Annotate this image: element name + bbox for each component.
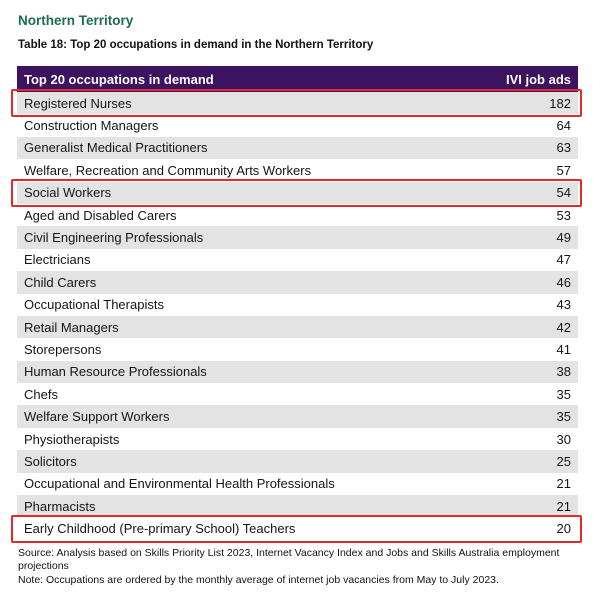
table-row: [17, 473, 578, 495]
table-row: [17, 92, 578, 114]
ivi-job-ads-cell: 35: [556, 409, 571, 425]
occupation-cell: Chefs: [24, 386, 58, 402]
occupation-cell: Registered Nurses: [24, 95, 132, 111]
ordering-note: Note: Occupations are ordered by the monthly average of internet job vacancies from May to July 2023.: [18, 574, 499, 586]
table-row: [17, 204, 578, 226]
occupation-cell: Retail Managers: [24, 319, 119, 335]
ivi-job-ads-cell: 46: [556, 274, 571, 290]
occupation-cell: Human Resource Professionals: [24, 364, 207, 380]
header-occupation: Top 20 occupations in demand: [24, 71, 214, 87]
occupation-cell: Storepersons: [24, 341, 102, 357]
ivi-job-ads-cell: 30: [556, 431, 571, 447]
table-row: [17, 249, 578, 271]
table-row: [17, 271, 578, 293]
table-row: [17, 405, 578, 427]
table-row: [17, 159, 578, 181]
section-title: Northern Territory: [18, 13, 134, 28]
table-row: [17, 114, 578, 136]
ivi-job-ads-cell: 64: [556, 118, 571, 134]
header-ivi-job-ads: IVI job ads: [505, 71, 571, 87]
table-caption: Table 18: Top 20 occupations in demand in the Northern Territory: [18, 39, 374, 51]
ivi-job-ads-cell: 20: [556, 521, 571, 537]
occupation-cell: Solicitors: [24, 453, 77, 469]
occupation-cell: Pharmacists: [24, 498, 96, 514]
occupation-cell: Civil Engineering Professionals: [24, 230, 204, 246]
occupation-cell: Construction Managers: [24, 118, 159, 134]
ivi-job-ads-cell: 21: [556, 476, 571, 492]
table-row: [17, 517, 578, 539]
ivi-job-ads-cell: 182: [549, 95, 571, 111]
occupation-cell: Early Childhood (Pre-primary School) Teachers: [24, 521, 296, 537]
occupation-cell: Social Workers: [24, 185, 112, 201]
table-body: [17, 92, 578, 540]
ivi-job-ads-cell: 49: [556, 230, 571, 246]
occupation-cell: Generalist Medical Practitioners: [24, 140, 208, 156]
ivi-job-ads-cell: 41: [556, 341, 571, 357]
ivi-job-ads-cell: 25: [556, 453, 571, 469]
table-row: [17, 450, 578, 472]
table-header: [17, 66, 578, 92]
table-row: [17, 383, 578, 405]
ivi-job-ads-cell: 54: [556, 185, 571, 201]
source-note: Source: Analysis based on Skills Priority List 2023, Internet Vacancy Index and Jobs and Skills Australia employment projections: [18, 547, 560, 572]
occupation-cell: Child Carers: [24, 274, 97, 290]
ivi-job-ads-cell: 21: [556, 498, 571, 514]
table-row: [17, 495, 578, 517]
table-row: [17, 294, 578, 316]
ivi-job-ads-cell: 63: [556, 140, 571, 156]
occupations-table: [17, 66, 578, 540]
ivi-job-ads-cell: 43: [556, 297, 571, 313]
occupation-cell: Aged and Disabled Carers: [24, 207, 177, 223]
ivi-job-ads-cell: 35: [556, 386, 571, 402]
table-row: [17, 316, 578, 338]
ivi-job-ads-cell: 42: [556, 319, 571, 335]
occupation-cell: Occupational and Environmental Health Professionals: [24, 476, 335, 492]
ivi-job-ads-cell: 57: [556, 162, 571, 178]
table-row: [17, 182, 578, 204]
ivi-job-ads-cell: 47: [556, 252, 571, 268]
table-row: [17, 226, 578, 248]
occupation-cell: Electricians: [24, 252, 91, 268]
ivi-job-ads-cell: 38: [556, 364, 571, 380]
occupation-cell: Physiotherapists: [24, 431, 120, 447]
table-row: [17, 428, 578, 450]
table-row: [17, 338, 578, 360]
table-row: [17, 137, 578, 159]
occupation-cell: Welfare Support Workers: [24, 409, 170, 425]
table-row: [17, 361, 578, 383]
occupation-cell: Occupational Therapists: [24, 297, 164, 313]
ivi-job-ads-cell: 53: [556, 207, 571, 223]
occupation-cell: Welfare, Recreation and Community Arts Workers: [24, 162, 312, 178]
